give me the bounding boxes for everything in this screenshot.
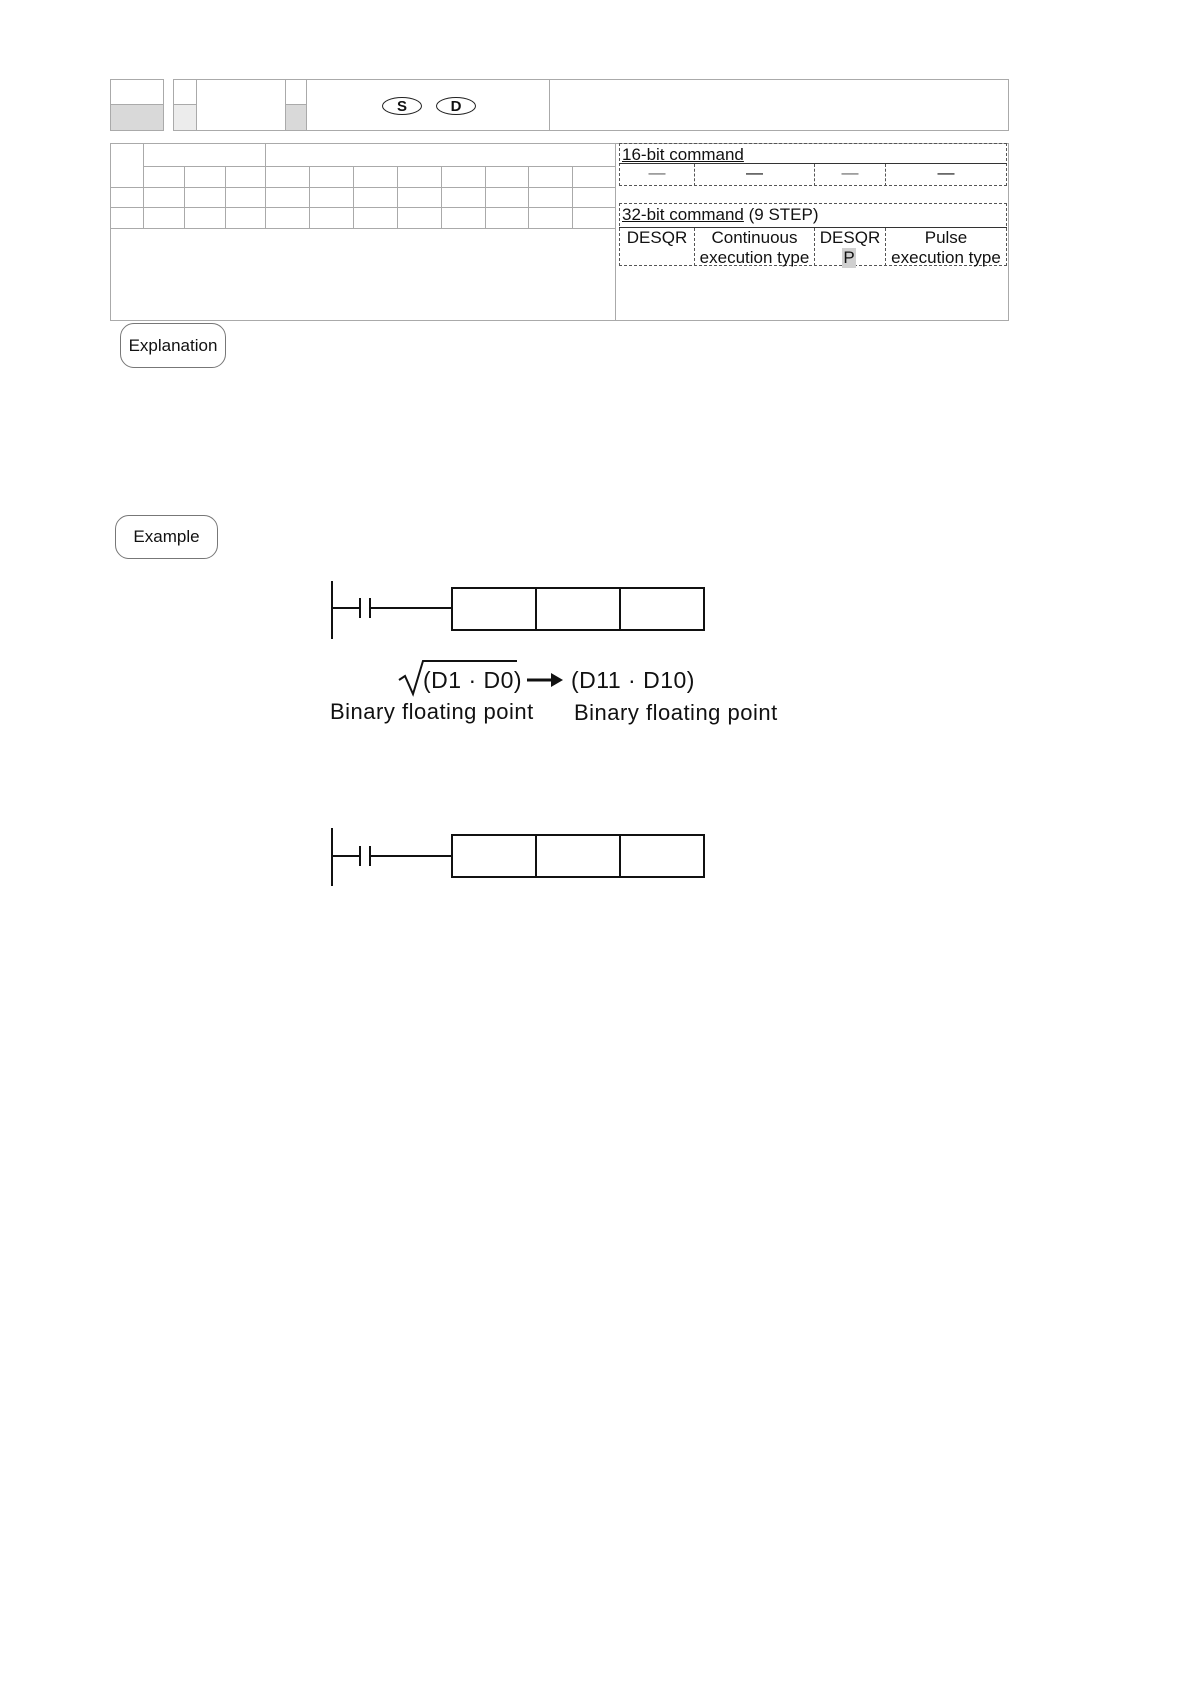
cmd16-slot-3: — [841,163,859,182]
source-caption: Binary floating point [330,699,534,724]
cmd16-slot-1: — [648,163,666,182]
ladder-1-box-instruction [452,588,536,630]
ladder-2-box-source [536,835,620,877]
cmd32-cont-label-1: Continuous [711,228,798,247]
cmd32-cont-label-2: execution type [699,248,810,267]
formula-source: (D1 · D0) [423,667,523,693]
cmd32-pulse-label-2: execution type [891,248,1001,267]
cmd32-title: 32-bit command [622,205,744,224]
cmd16-slot-2: — [746,163,763,182]
operand-s-badge: S [382,97,422,115]
operand-d-badge: D [436,97,476,115]
ladder-1-box-destination [620,588,704,630]
cmd32-title-row [622,205,819,225]
ladder-diagram-1 [320,575,720,650]
cmd32-steps: (9 STEP) [748,205,819,224]
formula-destination: (D11 · D10) [571,667,695,693]
cmd32-cont-name: DESQR [626,228,688,247]
destination-caption: Binary floating point [574,700,778,725]
cmd16-slot-4: — [937,163,955,182]
ladder-2-box-instruction [452,835,536,877]
cmd32-pulse-suffix: P [843,248,855,267]
ladder-1-box-source [536,588,620,630]
example-badge: Example [115,515,218,559]
explanation-badge: Explanation [120,323,226,368]
cmd32-pulse-name: DESQR [819,228,881,247]
ladder-diagram-2 [320,822,720,897]
ladder-2-box-destination [620,835,704,877]
cmd16-title: 16-bit command [622,145,744,164]
device-table-grid [0,0,1190,340]
cmd32-pulse-label-1: Pulse [924,228,968,247]
arrow-right-icon [527,671,565,689]
